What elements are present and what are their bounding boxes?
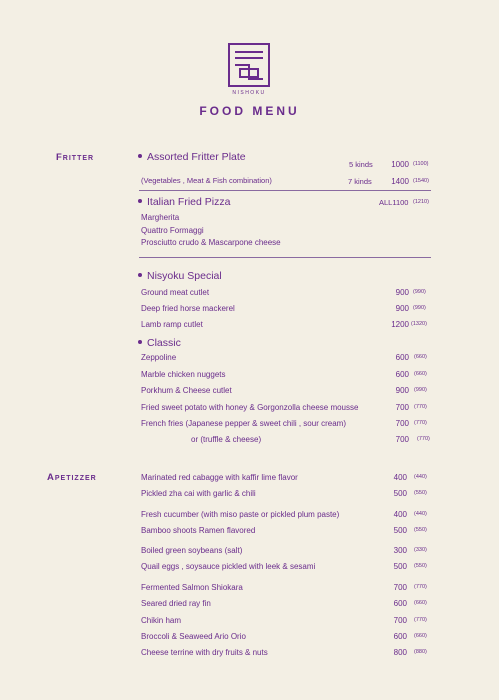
list-item: Prosciutto crudo & Mascarpone cheese: [141, 238, 281, 247]
option-label: 7 kinds: [348, 177, 372, 186]
item-price: 300: [393, 546, 407, 555]
item-price: 400: [393, 473, 407, 482]
subsection-assorted-fritter: [138, 151, 246, 163]
fritter-note: (Vegetables , Meat & Fish combination): [141, 176, 272, 185]
item-price: 700: [393, 583, 407, 592]
option-tax: (1540): [413, 178, 429, 184]
pizza-price: ALL1100: [379, 198, 409, 207]
subsection-special: [138, 270, 222, 282]
section-fritter: Fritter: [56, 152, 95, 163]
item-price: 700: [395, 419, 409, 428]
item-tax: (330): [414, 547, 427, 553]
option-price: 1000: [391, 160, 409, 169]
list-item: Quattro Formaggi: [141, 226, 204, 235]
subsection-pizza: [138, 196, 230, 208]
item-price: 600: [395, 370, 409, 379]
list-item: Boiled green soybeans (salt): [141, 546, 243, 555]
subsection-title: Assorted Fritter Plate: [147, 151, 246, 163]
option-tax: (1100): [413, 161, 429, 167]
subsection-title: Italian Fried Pizza: [147, 196, 231, 208]
subsection-title: Nisyoku Special: [147, 270, 222, 282]
item-price: 500: [393, 489, 407, 498]
item-price: 700: [393, 616, 407, 625]
item-tax: (1320): [411, 321, 427, 327]
list-item: Porkhum & Cheese cutlet: [141, 386, 232, 395]
list-item: Fresh cucumber (with miso paste or pickled plum paste): [141, 510, 340, 519]
item-price: 900: [395, 386, 409, 395]
item-tax: (440): [414, 474, 427, 480]
item-price: 500: [393, 526, 407, 535]
subsection-title: Classic: [147, 337, 181, 349]
item-tax: (990): [414, 387, 427, 393]
item-price: 600: [393, 632, 407, 641]
bullet-dot: [138, 340, 142, 344]
item-price: 700: [395, 403, 409, 412]
bullet-dot: [138, 199, 142, 203]
list-item: Fermented Salmon Shiokara: [141, 583, 243, 592]
list-item: Chikin ham: [141, 616, 182, 625]
item-tax: (990): [413, 289, 426, 295]
item-tax: (660): [414, 600, 427, 606]
item-price: 800: [393, 648, 407, 657]
list-item: Pickled zha cai with garlic & chili: [141, 489, 256, 498]
item-price: 900: [395, 304, 409, 313]
item-tax: (660): [414, 371, 427, 377]
list-item: Marinated red cabagge with kaffir lime flavor: [141, 473, 298, 482]
item-price: 600: [393, 599, 407, 608]
brand-name: NISHOKU: [232, 90, 266, 96]
item-price: 900: [395, 288, 409, 297]
item-tax: (770): [414, 584, 427, 590]
option-price: 1400: [391, 177, 409, 186]
item-tax: (880): [414, 649, 427, 655]
item-tax: (550): [414, 527, 427, 533]
item-tax: (770): [414, 420, 427, 426]
item-price: 600: [395, 353, 409, 362]
item-price: 1200: [391, 320, 409, 329]
divider: [139, 257, 431, 258]
item-price: 500: [393, 562, 407, 571]
list-item: Quail eggs , soysauce pickled with leek & sesami: [141, 562, 316, 571]
list-item: Margherita: [141, 213, 180, 222]
item-tax: (550): [414, 563, 427, 569]
list-item: Deep fried horse mackerel: [141, 304, 235, 313]
list-item: Cheese terrine with dry fruits & nuts: [141, 648, 268, 657]
item-tax: (770): [417, 436, 430, 442]
bullet-dot: [138, 273, 142, 277]
list-item: Broccoli & Seaweed Ario Orio: [141, 632, 246, 641]
item-tax: (440): [414, 511, 427, 517]
list-item: French fries (Japanese pepper & sweet chili , sour cream): [141, 419, 346, 428]
list-item: Zeppoline: [141, 353, 177, 362]
option-label: 5 kinds: [349, 160, 373, 169]
item-tax: (550): [414, 490, 427, 496]
bullet-dot: [138, 154, 142, 158]
item-tax: (770): [414, 404, 427, 410]
item-tax: (660): [414, 633, 427, 639]
divider: [139, 190, 431, 191]
list-item: Marble chicken nuggets: [141, 370, 226, 379]
list-item: or (truffle & cheese): [191, 435, 262, 444]
subsection-classic: [138, 337, 181, 349]
section-apetizzer: Apetizzer: [47, 472, 97, 483]
list-item: Seared dried ray fin: [141, 599, 211, 608]
pizza-tax: (1210): [413, 199, 429, 205]
item-tax: (660): [414, 354, 427, 360]
list-item: Bamboo shoots Ramen flavored: [141, 526, 256, 535]
nishoku-logo-icon: [228, 43, 270, 87]
page-title: FOOD MENU: [199, 104, 300, 118]
list-item: Lamb ramp cutlet: [141, 320, 203, 329]
item-price: 700: [395, 435, 409, 444]
item-tax: (770): [414, 617, 427, 623]
item-price: 400: [393, 510, 407, 519]
item-tax: (990): [413, 305, 426, 311]
list-item: Fried sweet potato with honey & Gorgonzolla cheese mousse: [141, 403, 359, 412]
list-item: Ground meat cutlet: [141, 288, 210, 297]
